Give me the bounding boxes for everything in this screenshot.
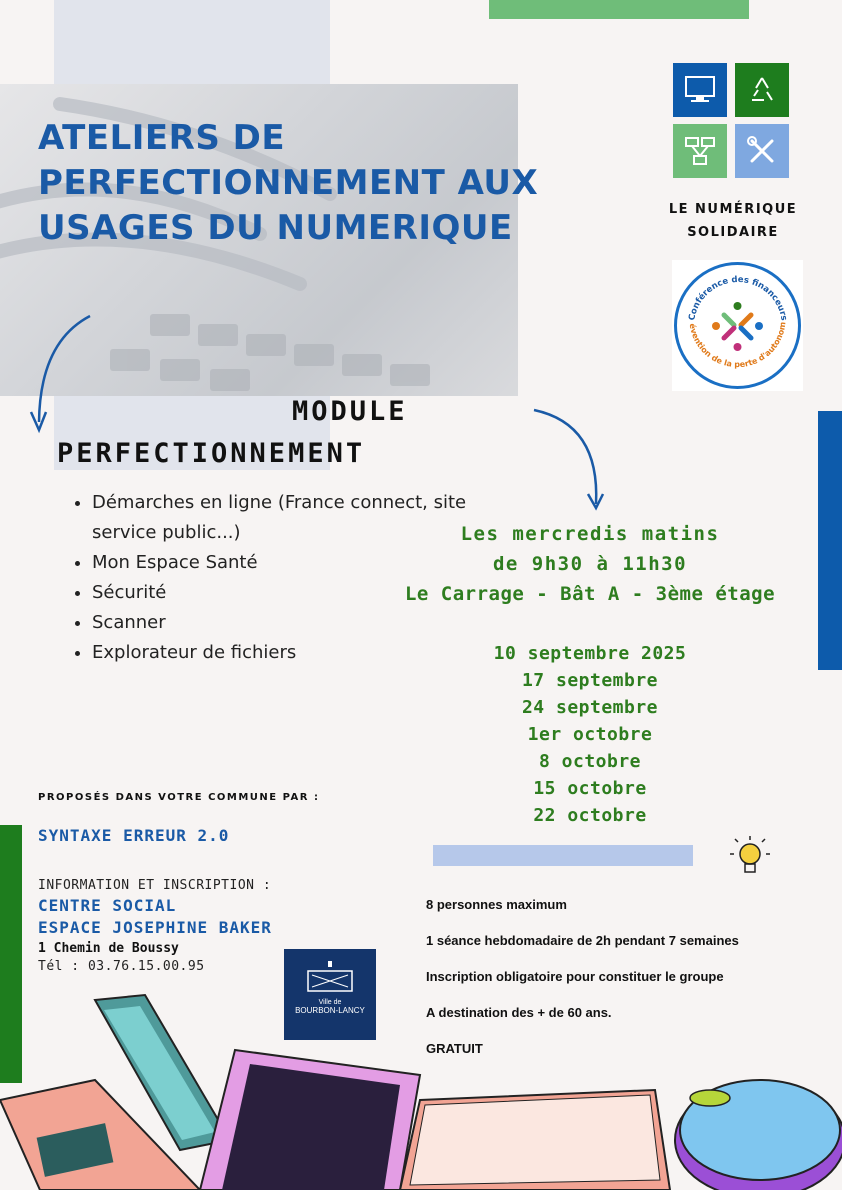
topics-list — [68, 488, 492, 668]
org-label-line: SOLIDAIRE — [687, 225, 779, 240]
city-logo-line1: Ville de — [318, 999, 342, 1006]
partner-logo-text-bottom: évention de la perte d'autonom — [687, 321, 788, 370]
fact-item: 1 séance hebdomadaire de 2h pendant 7 semaines — [426, 933, 739, 948]
top-accent-bar — [489, 0, 749, 19]
provider-name: SYNTAXE ERREUR 2.0 — [38, 826, 230, 845]
module-heading-line2: PERFECTIONNEMENT — [57, 438, 366, 469]
dates-list — [440, 640, 740, 829]
schedule-time: de 9h30 à 11h30 — [492, 553, 688, 575]
city-logo-line2: BOURBON-LANCY — [295, 1006, 365, 1015]
fact-item: Inscription obligatoire pour constituer le groupe — [426, 969, 724, 984]
computer-icon — [673, 63, 727, 117]
centre-name-line2: ESPACE JOSEPHINE BAKER — [38, 918, 272, 937]
date-item: 8 octobre — [538, 751, 642, 772]
laptop-icon — [0, 995, 230, 1190]
phone: Tél : 03.76.15.00.95 — [38, 959, 205, 974]
tablet-icon — [200, 1050, 420, 1190]
title-line: PERFECTIONNEMENT AUX — [38, 163, 539, 203]
tools-icon — [735, 124, 789, 178]
arrow-left-icon — [26, 312, 96, 436]
schedule-day: Les mercredis matins — [460, 523, 720, 545]
org-label — [650, 198, 816, 244]
date-item: 10 septembre 2025 — [493, 643, 687, 664]
lightbulb-icon — [726, 832, 774, 880]
keyboard-icon — [400, 1090, 670, 1190]
date-item: 22 octobre — [533, 805, 647, 826]
mouse-icon — [675, 1080, 842, 1190]
schedule-place: Le Carrage - Bât A - 3ème étage — [404, 583, 776, 605]
fact-item: A destination des + de 60 ans. — [426, 1005, 612, 1020]
date-item: 1er octobre — [527, 724, 653, 745]
network-icon — [673, 124, 727, 178]
date-item: 15 octobre — [533, 778, 647, 799]
info-label: INFORMATION ET INSCRIPTION : — [38, 878, 272, 893]
partner-logo-text-top: Conférence des financeurs — [687, 274, 789, 322]
list-item: • Scanner — [92, 608, 492, 638]
list-item: • Mon Espace Santé — [92, 548, 492, 578]
module-heading-line1: MODULE — [292, 396, 408, 427]
centre-name-line1: CENTRE SOCIAL — [38, 896, 177, 915]
date-item: 17 septembre — [521, 670, 659, 691]
list-item: • Sécurité — [92, 578, 492, 608]
org-label-line: LE NUMÉRIQUE — [668, 202, 798, 217]
proposed-by-label: PROPOSÉS DANS VOTRE COMMUNE PAR : — [38, 792, 320, 803]
title-line: USAGES DU NUMERIQUE — [38, 208, 513, 248]
conference-financeurs-logo — [672, 260, 803, 391]
address: 1 Chemin de Boussy — [38, 941, 179, 956]
devices-illustration — [0, 990, 842, 1190]
list-item: • Démarches en ligne (France connect, site service public...) — [92, 488, 492, 548]
page-title — [38, 116, 658, 251]
divider-bar — [433, 845, 693, 866]
recycle-icon — [735, 63, 789, 117]
arrow-right-icon — [530, 404, 610, 512]
fact-item: GRATUIT — [426, 1041, 483, 1056]
title-line: ATELIERS DE — [38, 118, 286, 158]
fact-item: 8 personnes maximum — [426, 897, 567, 912]
list-item: • Explorateur de fichiers — [92, 638, 492, 668]
date-item: 24 septembre — [521, 697, 659, 718]
